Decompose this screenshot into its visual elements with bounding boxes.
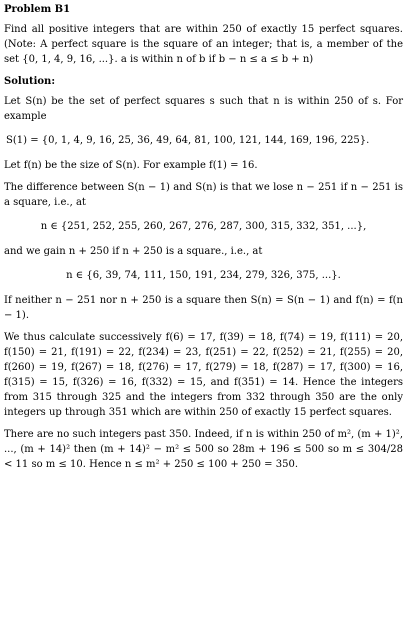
- solution-paragraph-4: and we gain n + 250 if n + 250 is a square., i.e., at: [4, 246, 263, 257]
- problem-title: Problem B1: [4, 4, 71, 15]
- solution-heading: Solution:: [4, 76, 56, 87]
- problem-statement: Find all positive integers that are within 250 of exactly 15 perfect squares. (Note: A perfect square is the square of an integer; that is, a member of the set {0, 1, 4, 9, 16, ...}. a is within n of b if b − n ≤ a ≤ b + n): [4, 24, 403, 65]
- solution-paragraph-3: The difference between S(n − 1) and S(n) is that we lose n − 251 if n − 251 is a square, i.e., at: [4, 182, 403, 208]
- solution-paragraph-1: Let S(n) be the set of perfect squares s such that n is within 250 of s. For example: [4, 96, 403, 122]
- equation-gain-set: n ∈ {6, 39, 74, 111, 150, 191, 234, 279, 326, 375, ...}.: [66, 270, 341, 281]
- solution-paragraph-6: We thus calculate successively f(6) = 17, f(39) = 18, f(74) = 19, f(111) = 20, f(150) = 21, f(191) = 22, f(234) = 23, f(251) = 22, f(252) = 21, f(255) = 20, f(260) = 19, f(267) = 18, f(276) = 17, f(279) = 18, f(287) = 17, f(300) = 16, f(315) = 15, f(326) = 16, f(332) = 15, and f(351) = 14. Hence the integers from 315 through 325 and the integers from 332 through 350 are the only integers up through 351 which are within 250 of exactly 15 perfect squares.: [4, 332, 403, 418]
- equation-lose-set: n ∈ {251, 252, 255, 260, 267, 276, 287, 300, 315, 332, 351, ...},: [40, 221, 367, 232]
- solution-paragraph-2: Let f(n) be the size of S(n). For example f(1) = 16.: [4, 160, 258, 171]
- equation-s1: S(1) = {0, 1, 4, 9, 16, 25, 36, 49, 64, 81, 100, 121, 144, 169, 196, 225}.: [6, 135, 370, 146]
- solution-paragraph-7: There are no such integers past 350. Indeed, if n is within 250 of m², (m + 1)², ..., (m + 14)² then (m + 14)² − m² ≤ 500 so 28m + 196 ≤ 500 so m ≤ 304/28 < 11 so m ≤ 10. Hence n ≤ m² + 250 ≤ 100 + 250 = 350.: [4, 429, 403, 470]
- solution-paragraph-5: If neither n − 251 nor n + 250 is a square then S(n) = S(n − 1) and f(n) = f(n − 1).: [4, 295, 403, 321]
